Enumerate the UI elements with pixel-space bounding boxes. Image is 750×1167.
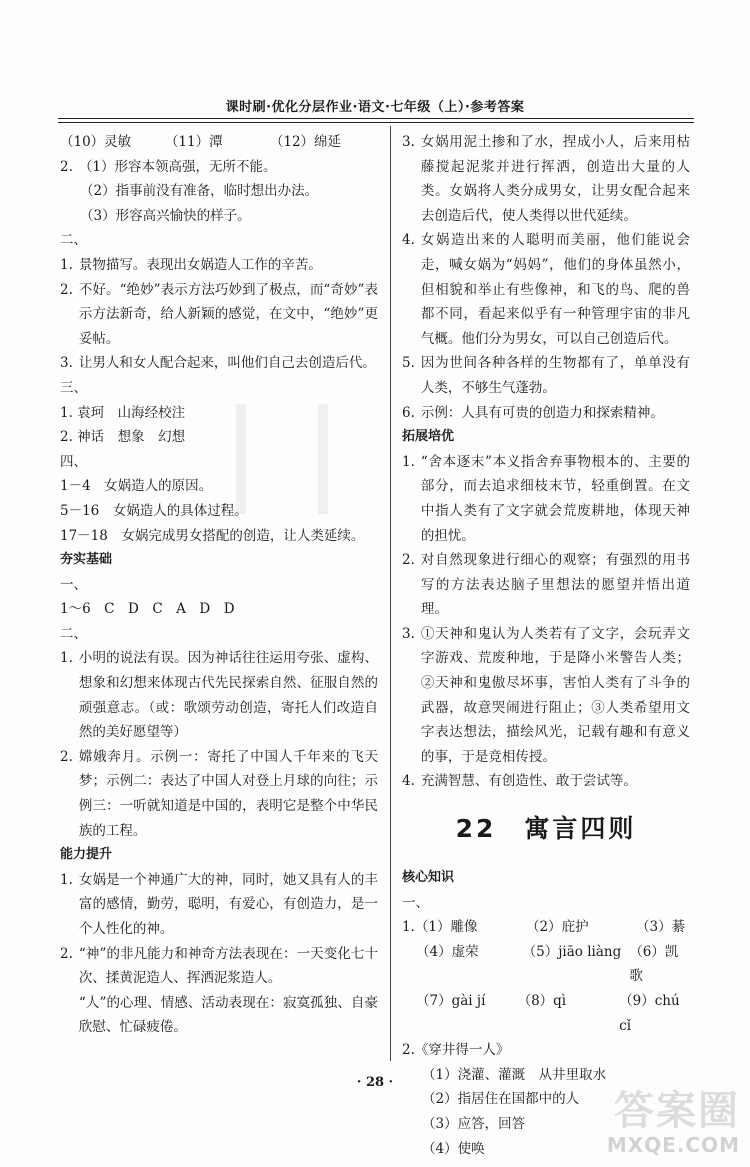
answer-item: 2. 嫦娥奔月。示例一：寄托了中国人千年来的飞天梦；示例二：表达了中国人对登上月球的向往；示例三：一听就知道是中国的，表明它是整个中华民族的工程。 (60, 748, 378, 839)
section-heading: 二、 (60, 232, 87, 249)
answer-item: 1. 景物描写。表现出女娲造人工作的辛苦。 (60, 256, 322, 273)
subsection-title: 核心知识 (402, 870, 455, 886)
answer-item: 4. 女娲造出来的人聪明而美丽，他们能说会走，喊女娲为“妈妈”，他们的身体虽然小，但相貌和举止有些像神，和飞的鸟、爬的兽都不同，看起来似乎有一种管理宇宙的非凡气概。他们分为男女，可以自己创造后代。 (402, 232, 690, 347)
subsection-title: 拓展培优 (402, 429, 455, 445)
answer-line: 5－16 女娲造人的具体过程。 (60, 502, 248, 519)
answer-item: 2. 对自然现象进行细心的观察；有强烈的用书写的方法表达脑子里想法的愿望并悟出道理。 (402, 552, 690, 618)
section-heading: 二、 (60, 625, 87, 642)
page-number: · 28 · (356, 1075, 394, 1090)
answer-line: 1－4 女娲造人的原因。 (60, 478, 213, 495)
answer-line: （3）应答，回答 (422, 1115, 526, 1132)
running-header: 课时刷·优化分层作业·语文·七年级（上）·参考答案 (225, 100, 525, 115)
header-rule (58, 118, 694, 119)
vocab-row: （7）gài jí （8）qì （9）chú cǐ (416, 993, 680, 1034)
watermark-site: MXQE.COM (606, 1133, 740, 1157)
answer-line: （4）使唤 (422, 1140, 485, 1157)
lesson-title: 22 寓言四则 (455, 814, 637, 844)
section-heading: 一、 (402, 894, 429, 911)
section-heading: 三、 (60, 379, 87, 396)
answer-item: 2. “神”的非凡能力和神奇方法表现在：一天变化七十次、揉黄泥造人、挥洒泥浆造人。 (60, 945, 378, 987)
answer-item: “人”的心理、情感、活动表现在：寂寞孤独、自豪欣慰、忙碌疲倦。 (78, 994, 378, 1036)
subsection-title: 夯实基础 (60, 552, 113, 568)
section-heading: 四、 (60, 453, 87, 470)
answer-line: （3）形容高兴愉快的样子。 (80, 207, 251, 224)
answer-line: 2. 神话 想象 幻想 (60, 429, 186, 446)
answer-item: 6. 示例：人具有可贵的创造力和探索精神。 (402, 404, 664, 421)
answer-line: 17－18 女娲完成男女搭配的创造，让人类延续。 (60, 527, 365, 544)
answer-item: 5. 因为世间各种各样的生物都有了，单单没有人类，不够生气蓬勃。 (402, 355, 690, 396)
answer-line: （2）指事前没有准备，临时想出办法。 (80, 183, 319, 200)
answer-item: 1. 女娲是一个神通广大的神，同时，她又具有人的丰富的感情，勤劳，聪明，有爱心，有创造力，是一个人性化的神。 (60, 871, 378, 937)
answer-item: 1. 小明的说法有误。因为神话往往运用夸张、虚构、想象和幻想来体现古代先民探索自然、征服自然的顽强意志。（或：歌颂劳动创造，寄托人们改造自然的美好愿望等） (60, 650, 378, 741)
answer-line: （2）指居住在国都中的人 (422, 1091, 580, 1108)
section-heading: 一、 (60, 576, 87, 593)
answer-line: 1. 袁珂 山海经校注 (60, 404, 186, 421)
vocab-row: 1.（1）雕像 （2）庇护 （3）綦 (402, 919, 686, 936)
answer-line: 2.《穿井得一人》 (402, 1042, 510, 1059)
answer-item: 3. 让男人和女人配合起来，叫他们自己去创造后代。 (60, 355, 376, 372)
answer-line: 1～6 C D C A D D (60, 601, 235, 618)
right-column (402, 130, 690, 1161)
vocab-row: （4）虚荣 （5）jiāo liàng （6）凯歌 (416, 943, 679, 985)
answer-item: 2. 不好。“绝妙”表示方法巧妙到了极点，而“奇妙”表示方法新奇，给人新颖的感觉，在文中，“绝妙”更妥帖。 (60, 281, 378, 347)
subsection-title: 能力提升 (60, 847, 113, 863)
answer-item: 3. 女娲用泥土掺和了水，捏成小人，后来用枯藤搅起泥浆并进行挥洒，创造出大量的人类。女娲将人类分成男女，让男女配合起来去创造后代，使人类得以世代延续。 (402, 134, 690, 224)
watermark (590, 1089, 740, 1159)
answer-item: 2. （1）形容本领高强，无所不能。 (60, 158, 277, 175)
left-column (60, 130, 378, 1040)
answer-line: （1）浇灌、灌溉 从井里取水 (422, 1066, 607, 1083)
answer-item: 4. 充满智慧、有创造性、敢于尝试等。 (402, 773, 637, 790)
column-divider (390, 126, 391, 1061)
answer-item: 1. “舍本逐末”本义指舍弃事物根本的、主要的部分，而去追求细枝末节，轻重倒置。在文中指人类有了文字就会荒废耕地，体现天神的担忧。 (402, 453, 690, 544)
header-rule-thin (58, 122, 694, 123)
watermark-logo: 答案圈 (614, 1088, 740, 1134)
answer-item: 3. ①天神和鬼认为人类若有了文字，会玩弄文字游戏、荒废种地，于是降小米警告人类；②天神和鬼傲尽坏事，害怕人类有了斗争的武器，故意哭闹进行阻止；③人类希望用文字表达想法，描绘风光，记载有趣和有意义的事，于是竞相传授。 (402, 625, 690, 765)
answer-line: （10）灵敏 （11）潭 （12）绵延 (60, 134, 342, 150)
